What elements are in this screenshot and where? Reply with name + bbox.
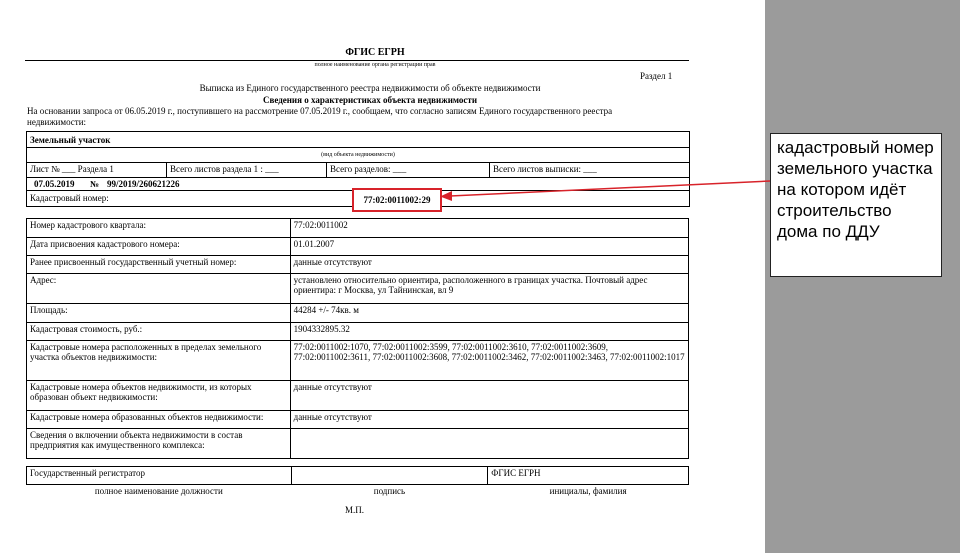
row-label: Номер кадастрового квартала: (27, 219, 291, 238)
row-value: 44284 +/- 74кв. м (290, 304, 688, 323)
org-caption: полное наименование органа регистрации прав (314, 62, 436, 68)
registrar-name: ФГИС ЕГРН (488, 467, 689, 485)
sections-total: Всего разделов: ___ (330, 164, 407, 174)
row-value: 01.01.2007 (290, 238, 688, 256)
row-value: 77:02:0011002:1070, 77:02:0011002:3599, 77:02:0011002:3610, 77:02:0011002:3609, 77:02:0011002:3611, 77:02:0011002:3608, 77:02:0011002:3462, 77:02:0011002:3463, 77:02:0011002:1017 (290, 341, 688, 381)
row-value: данные отсутствуют (290, 381, 688, 411)
arrow-head-icon (440, 191, 452, 201)
position-caption: полное наименование должности (94, 486, 223, 496)
row-label: Ранее присвоенный государственный учетный номер: (27, 256, 291, 274)
document-title: ФГИС ЕГРН (345, 47, 405, 58)
row-label: Площадь: (27, 304, 291, 323)
extract-number: 99/2019/260621226 (107, 179, 180, 189)
name-caption: инициалы, фамилия (549, 486, 627, 496)
row-label: Кадастровые номера объектов недвижимости, из которых образован объект недвижимости: (27, 381, 291, 411)
cad-number-label: Кадастровый номер: (30, 193, 109, 203)
extract-subtitle: Сведения о характеристиках объекта недвижимости (262, 95, 478, 105)
row-label: Кадастровые номера расположенных в пределах земельного участка объектов недвижимости: (27, 341, 291, 381)
basis-line-1: На основании запроса от 06.05.2019 г., поступившего на рассмотрение 07.05.2019 г., сообщаем, что согласно записям Единого государственного реестра (27, 106, 613, 116)
annotation-callout: кадастровый номер земельного участка на котором идёт строительство дома по ДДУ (770, 133, 942, 277)
row-label: Дата присвоения кадастрового номера: (27, 238, 291, 256)
basis-line-2: недвижимости: (27, 117, 87, 127)
sheet-number: Лист № ___ Раздела 1 (30, 164, 114, 174)
signature-caption: подпись (373, 486, 406, 496)
row-value: данные отсутствуют (290, 411, 688, 429)
sheets-total: Всего листов выписки: ___ (493, 164, 597, 174)
row-value: 77:02:0011002 (290, 219, 688, 238)
cad-number-highlight: 77:02:0011002:29 (352, 188, 442, 212)
stamp-place: М.П. (345, 505, 365, 515)
registrar-position: Государственный регистратор (27, 467, 292, 485)
row-label: Сведения о включении объекта недвижимости в состав предприятия как имущественного комплекса: (27, 429, 291, 459)
object-type: Земельный участок (30, 135, 111, 145)
extract-date: 07.05.2019 (34, 179, 75, 189)
object-type-caption: (вид объекта недвижимости) (321, 152, 395, 158)
row-label: Адрес: (27, 274, 291, 304)
extract-no-label: № (90, 179, 100, 189)
sheets-in-section: Всего листов раздела 1 : ___ (170, 164, 279, 174)
row-value: установлено относительно ориентира, расположенного в границах участка. Почтовый адрес ориентира: г Москва, ул Тайнинская, вл 9 (290, 274, 688, 304)
extract-title: Выписка из Единого государственного реестра недвижимости об объекте недвижимости (199, 83, 541, 93)
section-label: Раздел 1 (640, 71, 673, 81)
row-label: Кадастровые номера образованных объектов недвижимости: (27, 411, 291, 429)
arrow-line (450, 181, 770, 196)
row-label: Кадастровая стоимость, руб.: (27, 323, 291, 341)
row-value: данные отсутствуют (290, 256, 688, 274)
row-value: 1904332895.32 (290, 323, 688, 341)
